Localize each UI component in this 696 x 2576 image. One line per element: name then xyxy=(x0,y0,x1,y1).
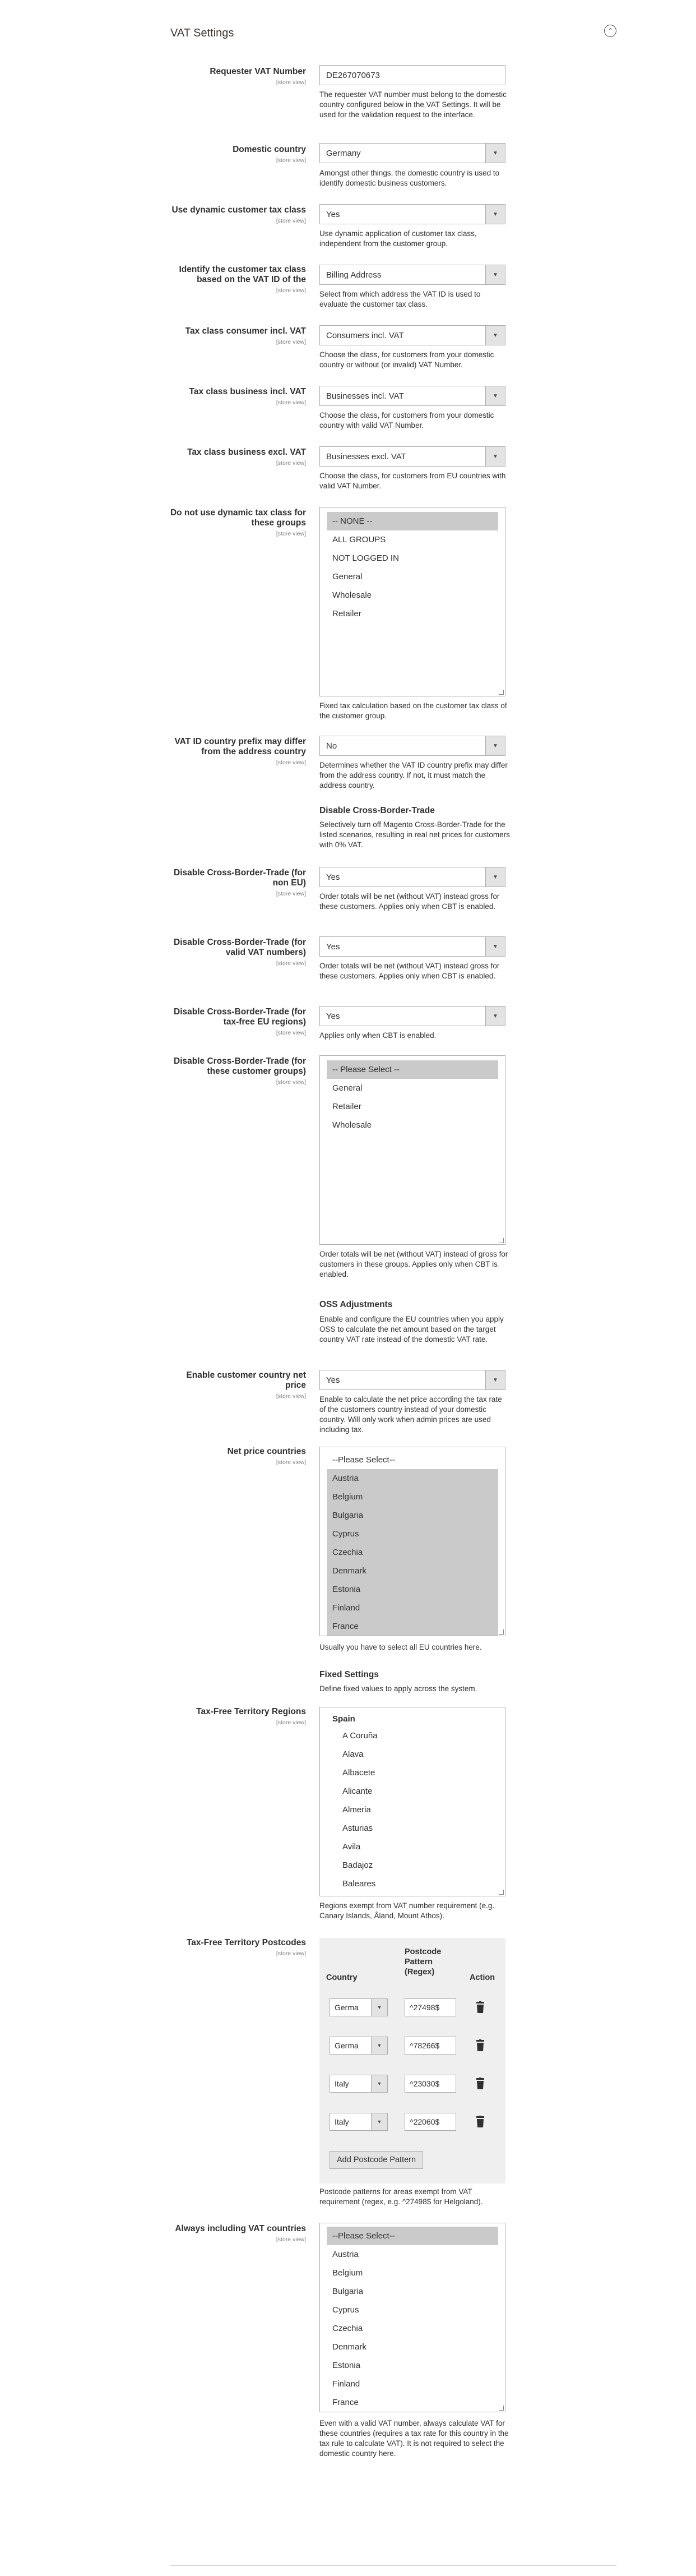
option[interactable]: Avila xyxy=(342,1842,361,1852)
option[interactable]: Wholesale xyxy=(332,590,372,600)
field-note: Select from which address the VAT ID is used to evaluate the customer tax class. xyxy=(319,290,481,308)
group-title: Fixed Settings xyxy=(319,1670,379,1679)
option[interactable]: Badajoz xyxy=(342,1861,373,1870)
country-select[interactable]: Germa ▼ xyxy=(330,2037,388,2055)
field-label: Net price countries [store view] xyxy=(227,1447,306,1466)
add-postcode-pattern-button[interactable]: Add Postcode Pattern xyxy=(330,2151,423,2169)
chevron-down-icon: ▼ xyxy=(371,2113,387,2130)
dynamic-tax-class-select[interactable]: Yes ▼ xyxy=(319,204,505,224)
consumer-class-select[interactable]: Consumers incl. VAT ▼ xyxy=(319,325,505,345)
country-select[interactable]: Italy ▼ xyxy=(330,2113,388,2131)
field-note: Amongst other things, the domestic country is used to identify domestic business customers. xyxy=(319,169,500,187)
option[interactable]: Belgium xyxy=(327,1488,498,1506)
field-note: Postcode patterns for areas exempt from VAT requirement (regex, e.g. ^27498$ for Helgoland). xyxy=(319,2187,483,2206)
option[interactable]: Finland xyxy=(327,1599,498,1617)
chevron-up-circle-icon[interactable]: ⌃ xyxy=(604,25,616,37)
option[interactable]: --Please Select-- xyxy=(327,2227,498,2245)
option[interactable]: Finland xyxy=(332,2379,360,2389)
country-select[interactable]: Germa ▼ xyxy=(330,1998,388,2016)
field-label: Tax-Free Territory Postcodes [store view] xyxy=(186,1938,306,1957)
field-label: Do not use dynamic tax class for these groups [store view] xyxy=(170,508,306,537)
field-note: Choose the class, for customers from your domestic country or without (or invalid) VAT Number. xyxy=(319,350,494,369)
option[interactable]: Estonia xyxy=(327,1580,498,1599)
domestic-country-select[interactable]: Germany ▼ xyxy=(319,143,505,163)
option[interactable]: Bulgaria xyxy=(332,2287,364,2296)
option[interactable]: -- Please Select -- xyxy=(327,1060,498,1079)
chevron-down-icon: ▼ xyxy=(371,1999,387,2016)
chevron-down-icon: ▼ xyxy=(485,144,505,163)
field-label: Disable Cross-Border-Trade (for valid VAT numbers) [store view] xyxy=(174,938,306,967)
option[interactable]: NOT LOGGED IN xyxy=(332,553,399,563)
group-description: Define fixed values to apply across the system. xyxy=(319,1684,477,1693)
field-label: Enable customer country net price [store view] xyxy=(186,1370,306,1400)
country-select[interactable]: Italy ▼ xyxy=(330,2075,388,2093)
always-vat-countries-multiselect[interactable] xyxy=(319,2223,505,2412)
field-label: Always including VAT countries [store view] xyxy=(175,2224,306,2243)
cbt-groups-multiselect[interactable] xyxy=(319,1055,505,1245)
option[interactable]: Baleares xyxy=(342,1879,376,1889)
trash-icon[interactable] xyxy=(475,2001,486,2014)
option[interactable]: General xyxy=(332,572,363,581)
option[interactable]: Austria xyxy=(332,2250,359,2259)
field-note: Order totals will be net (without VAT) instead of gross for customers in these groups. Applies only when CBT is enabled. xyxy=(319,1250,508,1278)
tax-free-regions-multiselect[interactable] xyxy=(319,1707,505,1896)
pattern-input[interactable]: ^23030$ xyxy=(405,2075,456,2093)
field-label: Tax-Free Territory Regions [store view] xyxy=(196,1707,306,1726)
field-label: Tax class business excl. VAT [store view] xyxy=(187,447,306,467)
option[interactable]: Cyprus xyxy=(332,2305,359,2315)
field-note: Regions exempt from VAT number requirement (e.g. Canary Islands, Åland, Mount Athos). xyxy=(319,1901,495,1920)
cbt-valid-vat-select[interactable]: Yes ▼ xyxy=(319,936,505,957)
field-label: Identify the customer tax class based on the VAT ID of the [store view] xyxy=(179,265,306,294)
pattern-input[interactable]: ^78266$ xyxy=(405,2037,456,2055)
pattern-input[interactable]: ^27498$ xyxy=(405,1998,456,2016)
field-note: Fixed tax calculation based on the customer tax class of the customer group. xyxy=(319,701,507,720)
field-label: Disable Cross-Border-Trade (for these customer groups) [store view] xyxy=(174,1056,306,1086)
option[interactable]: Estonia xyxy=(332,2361,361,2370)
field-label: Disable Cross-Border-Trade (for tax-free EU regions) [store view] xyxy=(174,1007,306,1036)
section-title: VAT Settings xyxy=(170,27,234,39)
field-note: Choose the class, for customers from EU countries with valid VAT Number. xyxy=(319,472,506,490)
option[interactable]: Retailer xyxy=(332,1102,361,1111)
field-note: Applies only when CBT is enabled. xyxy=(319,1031,437,1040)
chevron-down-icon: ▼ xyxy=(485,205,505,224)
identify-class-select[interactable]: Billing Address ▼ xyxy=(319,265,505,285)
trash-icon[interactable] xyxy=(475,2078,486,2090)
chevron-down-icon: ▼ xyxy=(371,2075,387,2092)
chevron-down-icon: ▼ xyxy=(371,2037,387,2054)
chevron-down-icon: ▼ xyxy=(485,736,505,755)
chevron-down-icon: ▼ xyxy=(485,447,505,466)
option[interactable]: Denmark xyxy=(327,1562,498,1580)
group-title: OSS Adjustments xyxy=(319,1300,393,1309)
field-note: Determines whether the VAT ID country prefix may differ from the address country. If not, it must match the address country. xyxy=(319,761,508,790)
trash-icon[interactable] xyxy=(475,2116,486,2128)
cbt-non-eu-select[interactable]: Yes ▼ xyxy=(319,867,505,887)
field-label: VAT ID country prefix may differ from the address country [store view] xyxy=(174,737,306,766)
field-note: Enable to calculate the net price according the tax rate of the customers country instead of your domestic country. Will only work when admin prices are used including tax. xyxy=(319,1395,502,1434)
option[interactable]: Belgium xyxy=(332,2268,363,2278)
option[interactable]: Almeria xyxy=(342,1805,371,1815)
group-description: Selectively turn off Magento Cross-Border-Trade for the listed scenarios, resulting in real net prices for customers with 0% VAT. xyxy=(319,820,510,849)
option[interactable]: Czechia xyxy=(332,2324,363,2333)
option[interactable]: General xyxy=(332,1083,363,1093)
resize-handle[interactable] xyxy=(499,1629,504,1635)
field-label: Tax class consumer incl. VAT [store view] xyxy=(185,326,306,345)
chevron-down-icon: ▼ xyxy=(485,1007,505,1026)
resize-handle[interactable] xyxy=(499,1238,504,1243)
option[interactable]: Austria xyxy=(327,1469,498,1488)
option[interactable]: Bulgaria xyxy=(327,1506,498,1525)
option[interactable]: Denmark xyxy=(332,2342,366,2352)
requester-vat-input[interactable]: DE267070673 xyxy=(319,65,505,85)
option[interactable]: Asturias xyxy=(342,1823,373,1833)
chevron-down-icon: ▼ xyxy=(485,265,505,284)
option[interactable]: Retailer xyxy=(332,609,361,618)
postcode-pattern-table xyxy=(319,1938,505,2183)
option[interactable]: Czechia xyxy=(327,1543,498,1562)
option[interactable]: France xyxy=(327,1617,498,1636)
field-label: Disable Cross-Border-Trade (for non EU) [store view] xyxy=(174,868,306,897)
chevron-down-icon: ▼ xyxy=(485,867,505,887)
business-incl-select[interactable]: Businesses incl. VAT ▼ xyxy=(319,386,505,406)
group-title: Disable Cross-Border-Trade xyxy=(319,806,435,815)
field-note: Even with a valid VAT number, always calculate VAT for these countries (requires a tax rate for this country in the tax rule to calculate VAT). It is not required to select the domestic country here. xyxy=(319,2419,509,2458)
field-label: Use dynamic customer tax class [store view] xyxy=(171,205,306,224)
option[interactable]: -- NONE -- xyxy=(327,512,498,530)
prefix-differ-select[interactable]: No ▼ xyxy=(319,736,505,756)
column-header-pattern: Postcode Pattern (Regex) xyxy=(405,1947,442,1977)
resize-handle[interactable] xyxy=(499,2406,504,2411)
no-dynamic-groups-multiselect[interactable] xyxy=(319,507,505,696)
group-description: Enable and configure the EU countries when you apply OSS to calculate the net amount based on the target country VAT rate instead of the domestic VAT rate. xyxy=(319,1315,504,1344)
customer-net-price-select[interactable]: Yes ▼ xyxy=(319,1370,505,1390)
field-note: Use dynamic application of customer tax class, independent from the customer group. xyxy=(319,229,477,248)
option[interactable]: --Please Select-- xyxy=(332,1455,395,1465)
field-note: Order totals will be net (without VAT) instead gross for these customers. Applies only when CBT is enabled. xyxy=(319,892,500,911)
chevron-down-icon: ▼ xyxy=(485,386,505,405)
field-label: Tax class business incl. VAT [store view] xyxy=(189,387,306,406)
section-divider xyxy=(170,2565,616,2566)
pattern-input[interactable]: ^22060$ xyxy=(405,2113,456,2131)
resize-handle[interactable] xyxy=(499,1890,504,1895)
option[interactable]: A Coruña xyxy=(342,1731,378,1741)
field-label: Domestic country [store view] xyxy=(233,145,306,164)
net-price-countries-multiselect[interactable] xyxy=(319,1447,505,1636)
option[interactable]: Wholesale xyxy=(332,1120,372,1130)
field-label: Requester VAT Number [store view] xyxy=(210,67,306,86)
field-note: Usually you have to select all EU countries here. xyxy=(319,1643,482,1651)
column-header-action: Action xyxy=(470,1973,495,1982)
column-header-country: Country xyxy=(326,1973,358,1982)
field-note: Order totals will be net (without VAT) instead gross for these customers. Applies only when CBT is enabled. xyxy=(319,962,500,980)
option[interactable]: ALL GROUPS xyxy=(332,535,386,544)
cbt-tax-free-select[interactable]: Yes ▼ xyxy=(319,1006,505,1026)
chevron-down-icon: ▼ xyxy=(485,937,505,956)
trash-icon[interactable] xyxy=(475,2039,486,2052)
option[interactable]: Albacete xyxy=(342,1768,375,1778)
option[interactable]: France xyxy=(332,2398,359,2407)
resize-handle[interactable] xyxy=(499,690,504,695)
option[interactable]: Alicante xyxy=(342,1786,373,1796)
chevron-down-icon: ▼ xyxy=(485,1370,505,1389)
chevron-down-icon: ▼ xyxy=(485,326,505,345)
optgroup-label: Spain xyxy=(332,1714,355,1724)
option[interactable]: Alava xyxy=(342,1749,364,1759)
field-note: Choose the class, for customers from your domestic country with valid VAT Number. xyxy=(319,411,494,430)
business-excl-select[interactable]: Businesses excl. VAT ▼ xyxy=(319,446,505,467)
field-note: The requester VAT number must belong to the domestic country configured below in the VAT Settings. It will be used for the validation request to the interface. xyxy=(319,90,507,119)
option[interactable]: Cyprus xyxy=(327,1525,498,1543)
